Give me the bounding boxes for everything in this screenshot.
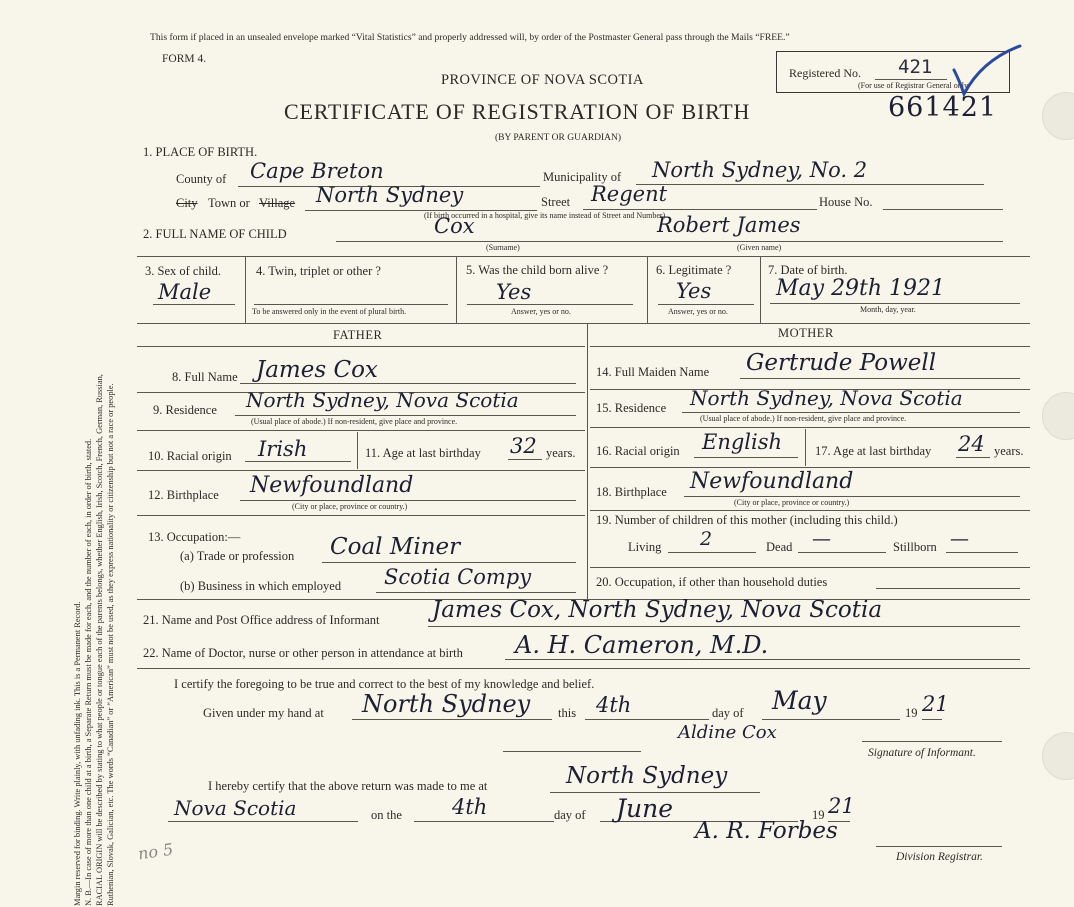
mother-birthplace-value: Newfoundland [690,469,854,494]
binding-hole [1042,392,1074,440]
binding-hole [1042,92,1074,140]
children-count-label: 19. Number of children of this mother (including this child.) [596,513,898,527]
father-racial-label: 10. Racial origin [148,449,232,463]
street-value: Regent [591,182,668,206]
county-label: County of [176,172,227,186]
mother-name-label: 14. Full Maiden Name [596,365,710,379]
alive-value: Yes [496,280,532,304]
binding-hole [1042,732,1074,780]
town-label: Town or [208,196,250,210]
county-value: Cape Breton [250,159,384,183]
mother-name-value: Gertrude Powell [746,350,937,376]
date-of-birth-label: 7. Date of birth. [768,263,848,277]
municipality-label: Municipality of [543,170,622,184]
informant-label: 21. Name and Post Office address of Informant [143,613,380,627]
alive-label: 5. Was the child born alive ? [466,263,609,277]
mother-racial-value: English [702,430,783,454]
father-name-label: 8. Full Name [172,370,238,384]
mother-years-label: years. [994,444,1024,458]
subtitle: (BY PARENT OR GUARDIAN) [495,133,622,143]
father-age-label: 11. Age at last birthday [365,446,481,460]
father-birthplace-note: (City or place, province or country.) [292,502,408,511]
margin-line: RACIAL ORIGIN will be described by stating to what people or tongue each of the parents belongs, whether English, Irish, Scotch, French, German, Russian, [95,374,104,906]
twin-note: To be answered only in the event of plural birth. [252,307,407,316]
village-label: Village [259,196,296,210]
registrar-place: North Sydney [566,763,728,789]
mother-age-value: 24 [958,432,985,456]
child-name-label: 2. FULL NAME OF CHILD [143,227,287,241]
registrar-day-of-label: day of [554,808,586,822]
alive-note: Answer, yes or no. [511,307,571,316]
doctor-label: 22. Name of Doctor, nurse or other person in attendance at birth [143,646,463,660]
living-value: 2 [700,528,713,550]
street-label: Street [541,195,571,209]
legitimate-label: 6. Legitimate ? [656,263,732,277]
living-label: Living [628,540,662,554]
father-heading: FATHER [333,328,383,342]
dead-value: — [812,528,831,550]
registered-number: 421 [898,56,933,78]
mother-occupation-label: 20. Occupation, if other than household duties [596,575,828,589]
father-racial-value: Irish [258,437,308,461]
registrar-province: Nova Scotia [174,796,297,820]
child-surname: Cox [434,214,475,238]
doctor-value: A. H. Cameron, M.D. [515,631,769,659]
province-heading: PROVINCE OF NOVA SCOTIA [441,72,644,88]
dead-label: Dead [766,540,793,554]
mother-racial-label: 16. Racial origin [596,444,680,458]
informant-signature: Aldine Cox [678,722,777,743]
stillborn-label: Stillborn [893,540,937,554]
surname-note: (Surname) [486,243,520,252]
mother-residence-value: North Sydney, Nova Scotia [690,386,963,410]
mother-heading: MOTHER [778,326,834,340]
sex-value: Male [158,280,212,304]
margin-line: N. B.—In case of more than one child at a birth, a Separate Return must be made for each, and the number of each, in order of birth, stated. [84,438,93,906]
mother-residence-label: 15. Residence [596,401,667,415]
margin-line: Margin reserved for binding. Write plainly, with unfading ink. This is a Permanent Record. [73,601,82,906]
business-label: (b) Business in which employed [180,579,342,593]
date-of-birth-value: May 29th 1921 [776,276,946,301]
mother-birthplace-label: 18. Birthplace [596,485,667,499]
registrar-month: June [616,794,674,823]
informant-value: James Cox, North Sydney, Nova Scotia [432,597,883,623]
city-label: City [176,196,198,210]
registrar-title: Division Registrar. [896,851,983,863]
informant-signature-label: Signature of Informant. [868,747,976,759]
page-title: CERTIFICATE OF REGISTRATION OF BIRTH [284,99,751,124]
stillborn-value: — [950,528,969,550]
margin-instructions [72,374,116,906]
father-birthplace-label: 12. Birthplace [148,488,219,502]
town-value: North Sydney [316,183,464,207]
given-name-note: (Given name) [737,243,782,252]
mother-age-label: 17. Age at last birthday [815,444,932,458]
legitimate-value: Yes [676,279,712,303]
date-of-birth-note: Month, day, year. [860,305,916,314]
registered-note: (For use of Registrar General only. [858,81,970,90]
place-of-birth-heading: 1. PLACE OF BIRTH. [143,145,258,159]
certify-year: 21 [922,692,949,716]
father-birthplace-value: Newfoundland [250,473,414,498]
registrar-signature: A. R. Forbes [695,818,838,844]
form-number: FORM 4. [162,53,207,65]
legitimate-note: Answer, yes or no. [668,307,728,316]
father-name-value: James Cox [256,357,378,383]
registrar-statement: I hereby certify that the above return was made to me at [208,779,488,793]
trade-label: (a) Trade or profession [180,549,295,563]
given-under-label: Given under my hand at [203,706,324,720]
twin-label: 4. Twin, triplet or other ? [256,264,381,278]
child-given-name: Robert James [657,213,801,237]
mother-birthplace-note: (City or place, province or country.) [734,498,850,507]
top-notice: This form if placed in an unsealed envelope marked “Vital Statistics” and properly addressed will, by order of the Postmaster General pass through the Mails “FREE.” [150,32,790,43]
sex-label: 3. Sex of child. [145,264,222,278]
hospital-note: (If birth occurred in a hospital, give its name instead of Street and Number) [424,211,666,220]
registrar-year: 21 [828,794,855,818]
business-value: Scotia Compy [384,565,532,589]
certify-day: 4th [596,693,632,717]
mother-residence-note: (Usual place of abode.) If non-resident, give place and province. [700,414,907,423]
registered-label: Registered No. [789,66,861,80]
father-residence-value: North Sydney, Nova Scotia [246,388,519,412]
certify-year-prefix: 19 [905,706,918,720]
father-residence-label: 9. Residence [153,403,217,417]
certify-place: North Sydney [362,690,531,718]
father-years-label: years. [546,446,576,460]
registrar-year-prefix: 19 [812,808,825,822]
margin-line: Ruthenian, Slovak, Galician, etc. The words “Canadian” or “American” must not be used, as they express nationality or citizenship but not a race or people. [106,383,115,906]
municipality-value: North Sydney, No. 2 [652,158,868,182]
margin-mark: no 5 [136,839,175,864]
certify-month: May [772,686,827,715]
certify-this-label: this [558,706,577,720]
registrar-day: 4th [452,795,488,819]
house-number-label: House No. [819,195,873,209]
trade-value: Coal Miner [330,534,461,560]
father-age-value: 32 [510,434,537,458]
father-residence-note: (Usual place of abode.) If non-resident, give place and province. [251,417,458,426]
registrar-on-label: on the [371,808,402,822]
handwritten-cert-number: 661421 [888,92,998,123]
occupation-label: 13. Occupation:— [148,530,241,544]
certify-statement: I certify the foregoing to be true and correct to the best of my knowledge and belief. [174,677,595,691]
certify-day-of-label: day of [712,706,744,720]
